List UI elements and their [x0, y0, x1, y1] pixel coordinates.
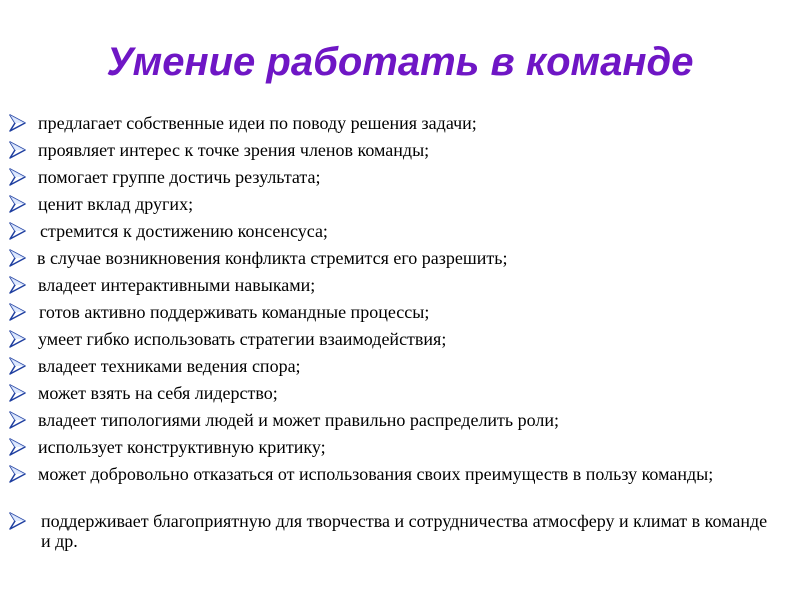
- arrowhead-bullet-icon: [8, 141, 30, 159]
- list-item: [8, 356, 778, 383]
- bullet-text: в случае возникновения конфликта стремится его разрешить;: [37, 248, 508, 268]
- bullet-text: стремится к достижению консенсуса;: [40, 221, 328, 241]
- list-item: [8, 437, 778, 464]
- arrowhead-bullet-icon: [8, 195, 30, 213]
- arrowhead-bullet-icon: [8, 411, 30, 429]
- list-item: [8, 275, 778, 302]
- arrowhead-bullet-icon: [8, 465, 30, 483]
- bullet-text: умеет гибко использовать стратегии взаимодействия;: [38, 329, 447, 349]
- slide-title: Умение работать в команде: [106, 40, 694, 84]
- list-item: [8, 113, 778, 140]
- bullet-text: может добровольно отказаться от использования своих преимуществ в пользу команды;: [38, 464, 714, 484]
- bullet-text: владеет типологиями людей и может правильно распределить роли;: [38, 410, 560, 430]
- bullet-text: владеет техниками ведения спора;: [38, 356, 301, 376]
- arrowhead-bullet-icon: [8, 222, 30, 240]
- arrowhead-bullet-icon: [8, 330, 30, 348]
- list-item: [8, 302, 778, 329]
- list-item: [8, 383, 778, 410]
- list-item: [8, 329, 778, 356]
- bullet-text: проявляет интерес к точке зрения членов команды;: [38, 140, 430, 160]
- bullet-text: владеет интерактивными навыками;: [38, 275, 316, 295]
- arrowhead-bullet-icon: [8, 114, 30, 132]
- bullet-text: поддерживает благоприятную для творчества и сотрудничества атмосферу и климат в команде и др.: [41, 511, 768, 551]
- arrowhead-bullet-icon: [8, 438, 30, 456]
- arrowhead-bullet-icon: [8, 249, 30, 267]
- bullet-text: предлагает собственные идеи по поводу решения задачи;: [38, 113, 477, 133]
- list-item: [8, 194, 778, 221]
- list-item: [8, 464, 778, 511]
- bullet-text: помогает группе достичь результата;: [38, 167, 321, 187]
- arrowhead-bullet-icon: [8, 357, 30, 375]
- list-item: [8, 410, 778, 437]
- bullet-text: использует конструктивную критику;: [38, 437, 326, 457]
- list-item: [8, 140, 778, 167]
- list-item: [8, 221, 778, 248]
- arrowhead-bullet-icon: [8, 168, 30, 186]
- list-item: [8, 511, 778, 558]
- arrowhead-bullet-icon: [8, 512, 30, 530]
- arrowhead-bullet-icon: [8, 384, 30, 402]
- arrowhead-bullet-icon: [8, 276, 30, 294]
- bullet-text: может взять на себя лидерство;: [38, 383, 278, 403]
- arrowhead-bullet-icon: [8, 303, 30, 321]
- bullet-list: [8, 113, 778, 558]
- list-item: [8, 248, 778, 275]
- bullet-text: готов активно поддерживать командные процессы;: [39, 302, 430, 322]
- bullet-text: ценит вклад других;: [38, 194, 194, 214]
- list-item: [8, 167, 778, 194]
